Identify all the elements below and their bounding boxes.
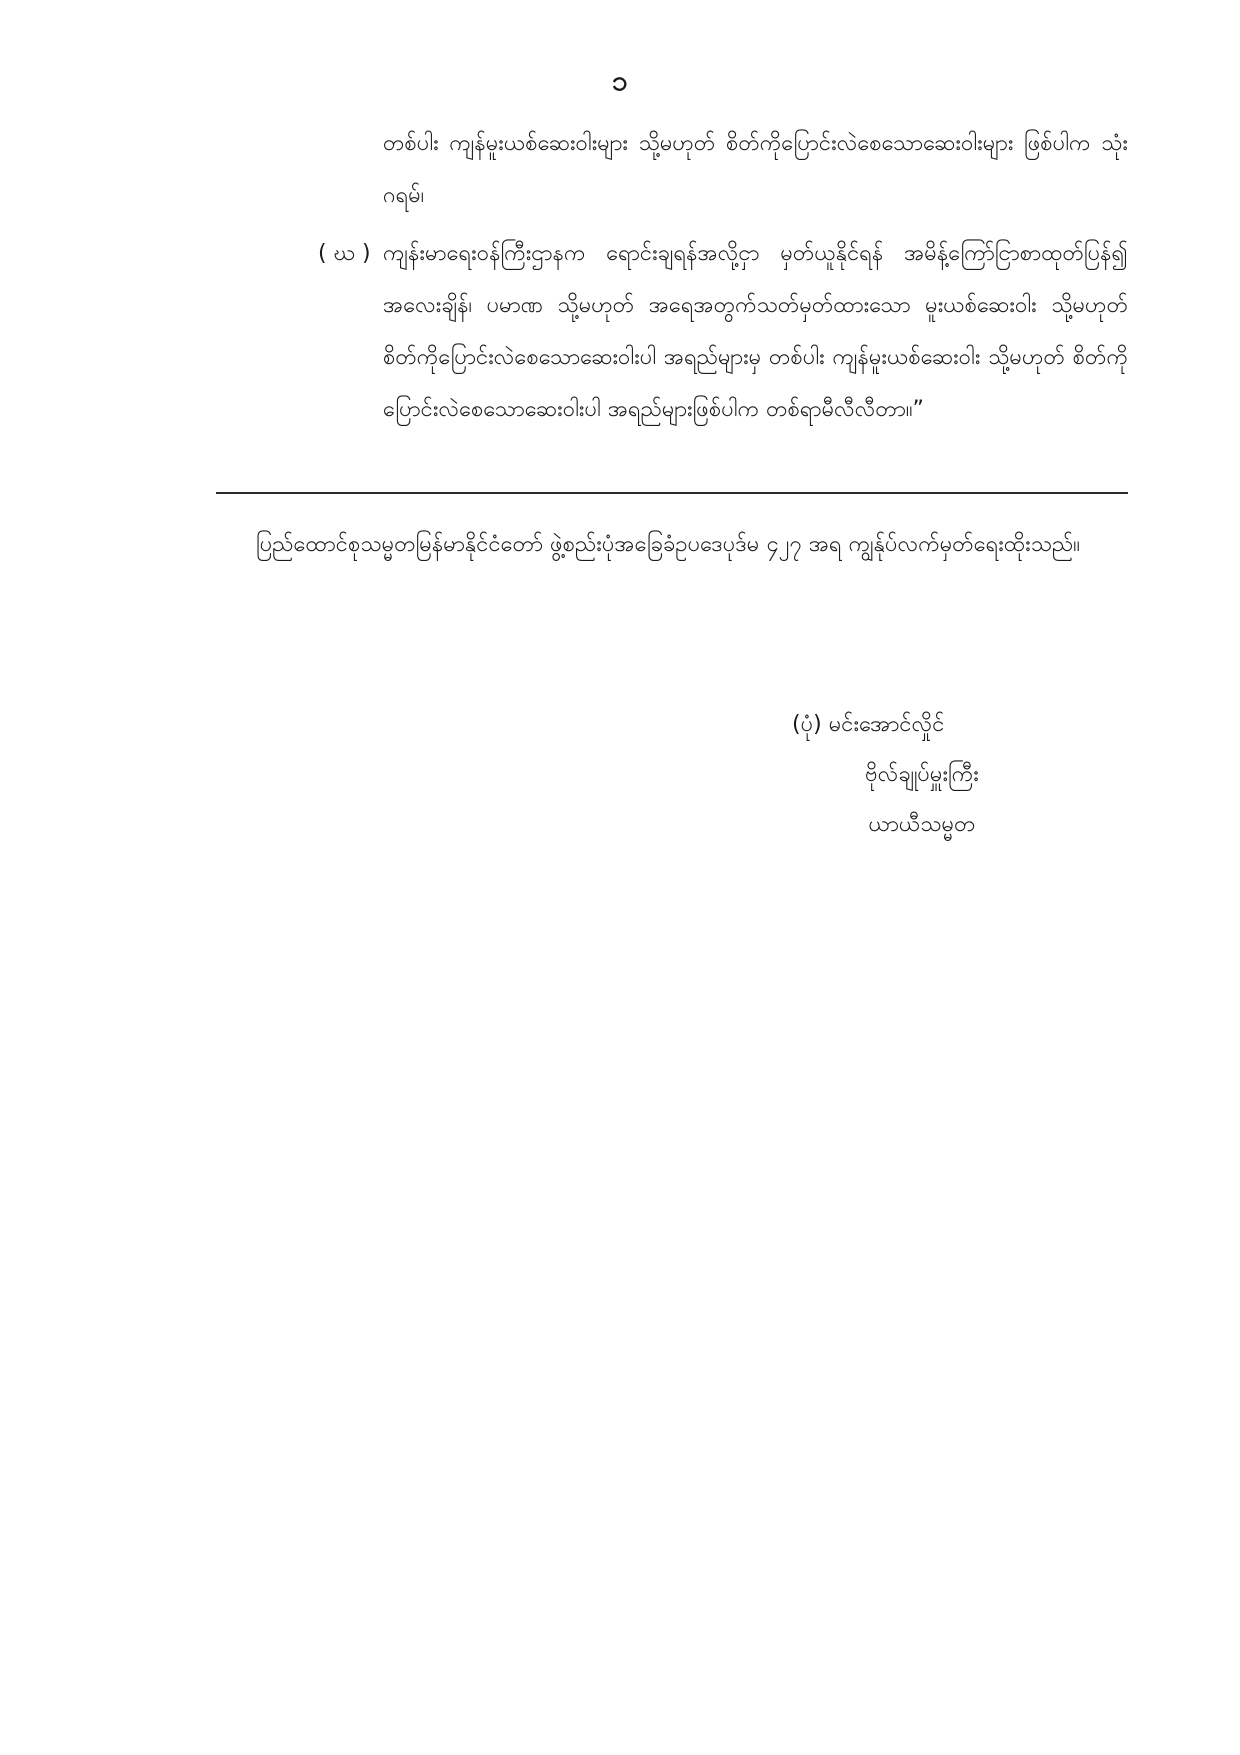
signatory-rank: ဗိုလ်ချုပ်မှူးကြီး xyxy=(865,762,979,787)
continuation-paragraph: တစ်ပါး ကျန်မူးယစ်ဆေးဝါးများ သို့မဟုတ် စိတ်ကိုပြောင်းလဲစေသောဆေးဝါးများ ဖြစ်ပါက သုံးဂရမ်၊ xyxy=(383,131,1128,208)
clause-paragraph: ကျန်းမာရေးဝန်ကြီးဌာနက ရောင်းချရန်အလို့ငှာ မှတ်ယူနိုင်ရန် အမိန့်ကြော်ငြာစာထုတ်ပြန်၍ အလေးချိန်၊ ပမာဏ သို့မဟုတ် အရေအတွက်သတ်မှတ်ထားသော မူးယစ်ဆေးဝါး သို့မဟုတ် စိတ်ကိုပြောင်းလဲစေသောဆေးဝါးပါ အရည်များမှ တစ်ပါး ကျန်မူးယစ်ဆေးဝါး သို့မဟုတ် စိတ်ကိုပြောင်းလဲစေသောဆေးဝါးပါ အရည်များဖြစ်ပါက တစ်ရာမီလီလီတာ။” xyxy=(383,241,1128,422)
page-number: ၁ xyxy=(612,64,628,97)
signatory-title: ယာယီသမ္မတ xyxy=(868,812,976,837)
signing-statement: ပြည်ထောင်စုသမ္မတမြန်မာနိုင်ငံတော် ဖွဲ့စည်းပုံအခြေခံဥပဒေပုဒ်မ ၄၂၇ အရ ကျွန်ုပ်လက်မှတ်ရေးထိုးသည်။ xyxy=(256,532,1080,557)
signatory-name: (ပုံ) မင်းအောင်လှိုင် xyxy=(792,712,945,737)
clause-marker: ( ဃ ) xyxy=(318,241,371,266)
signature-block xyxy=(792,700,1052,850)
divider-line xyxy=(216,492,1128,494)
